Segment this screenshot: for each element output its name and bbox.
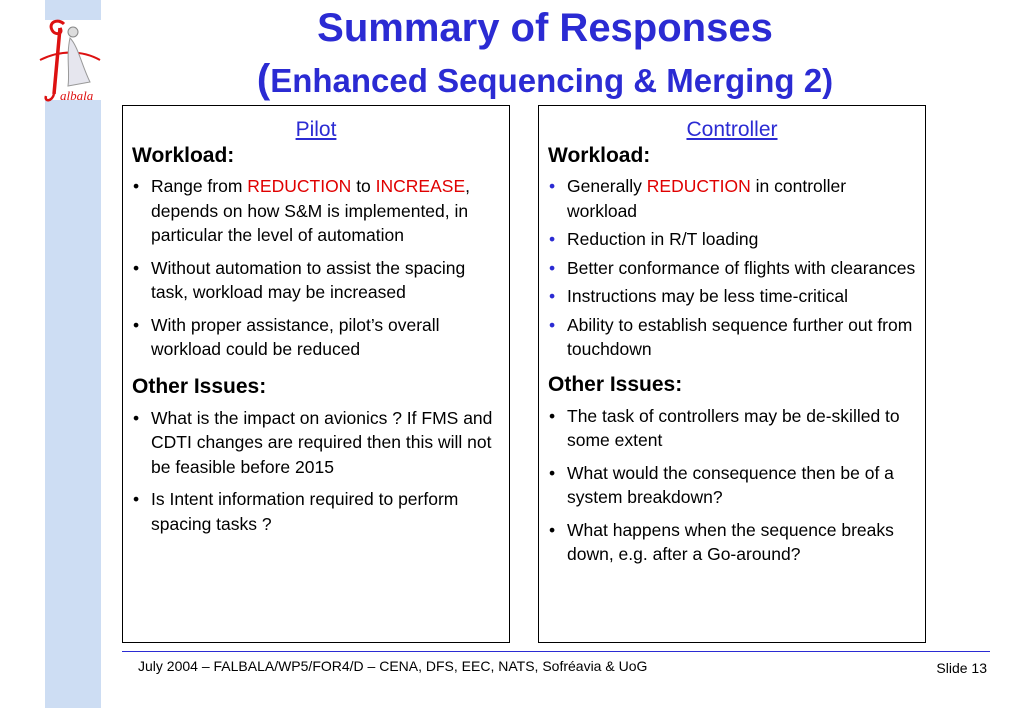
list-item: • The task of controllers may be de-skilled to some extent bbox=[549, 405, 900, 450]
list-item: • Without automation to assist the spacing task, workload may be increased bbox=[133, 257, 466, 302]
list-item: • Range from REDUCTION to INCREASE, depends on how S&M is implemented, in particular the level of automation bbox=[133, 176, 470, 245]
controller-workload-label: Workload: bbox=[548, 144, 651, 167]
list-item: • What would the consequence then be of a system breakdown? bbox=[549, 462, 894, 507]
pilot-issues-label: Other Issues: bbox=[132, 374, 267, 398]
subtitle-paren: ( bbox=[256, 57, 271, 101]
subtitle-text: Enhanced Sequencing & Merging 2) bbox=[270, 62, 834, 99]
controller-workload-list bbox=[539, 174, 925, 362]
footer-divider bbox=[122, 651, 990, 652]
list-item: • Generally REDUCTION in controller workload bbox=[549, 176, 847, 221]
page-subtitle bbox=[220, 58, 870, 102]
page-title: Summary of Responses bbox=[317, 6, 773, 50]
falbala-logo bbox=[30, 16, 116, 108]
svg-text:albala: albala bbox=[60, 88, 94, 103]
controller-issues-list bbox=[539, 404, 925, 567]
list-item: • What happens when the sequence breaks down, e.g. after a Go-around? bbox=[549, 519, 894, 564]
pilot-workload-label: Workload: bbox=[132, 144, 235, 167]
list-item: • Ability to establish sequence further out from touchdown bbox=[549, 314, 913, 359]
footer-text: July 2004 – FALBALA/WP5/FOR4/D – CENA, DFS, EEC, NATS, Sofréavia & UoG bbox=[138, 658, 648, 674]
list-item: • Reduction in R/T loading bbox=[549, 229, 759, 249]
pilot-heading: Pilot bbox=[295, 118, 337, 141]
list-item: • Better conformance of flights with clearances bbox=[549, 257, 916, 278]
list-item: • Is Intent information required to perform spacing tasks ? bbox=[133, 489, 459, 534]
list-item: • What is the impact on avionics ? If FMS and CDTI changes are required then this will not be feasible before 2015 bbox=[133, 407, 493, 477]
controller-issues-label: Other Issues: bbox=[548, 372, 683, 396]
pilot-workload-list bbox=[123, 174, 509, 362]
slide-number: Slide 13 bbox=[936, 660, 987, 676]
pilot-issues-list bbox=[123, 406, 509, 537]
controller-heading: Controller bbox=[686, 118, 778, 141]
pilot-panel bbox=[122, 105, 510, 643]
controller-panel bbox=[538, 105, 926, 643]
list-item: • Instructions may be less time-critical bbox=[549, 286, 849, 306]
list-item: • With proper assistance, pilot’s overall workload could be reduced bbox=[133, 314, 440, 359]
